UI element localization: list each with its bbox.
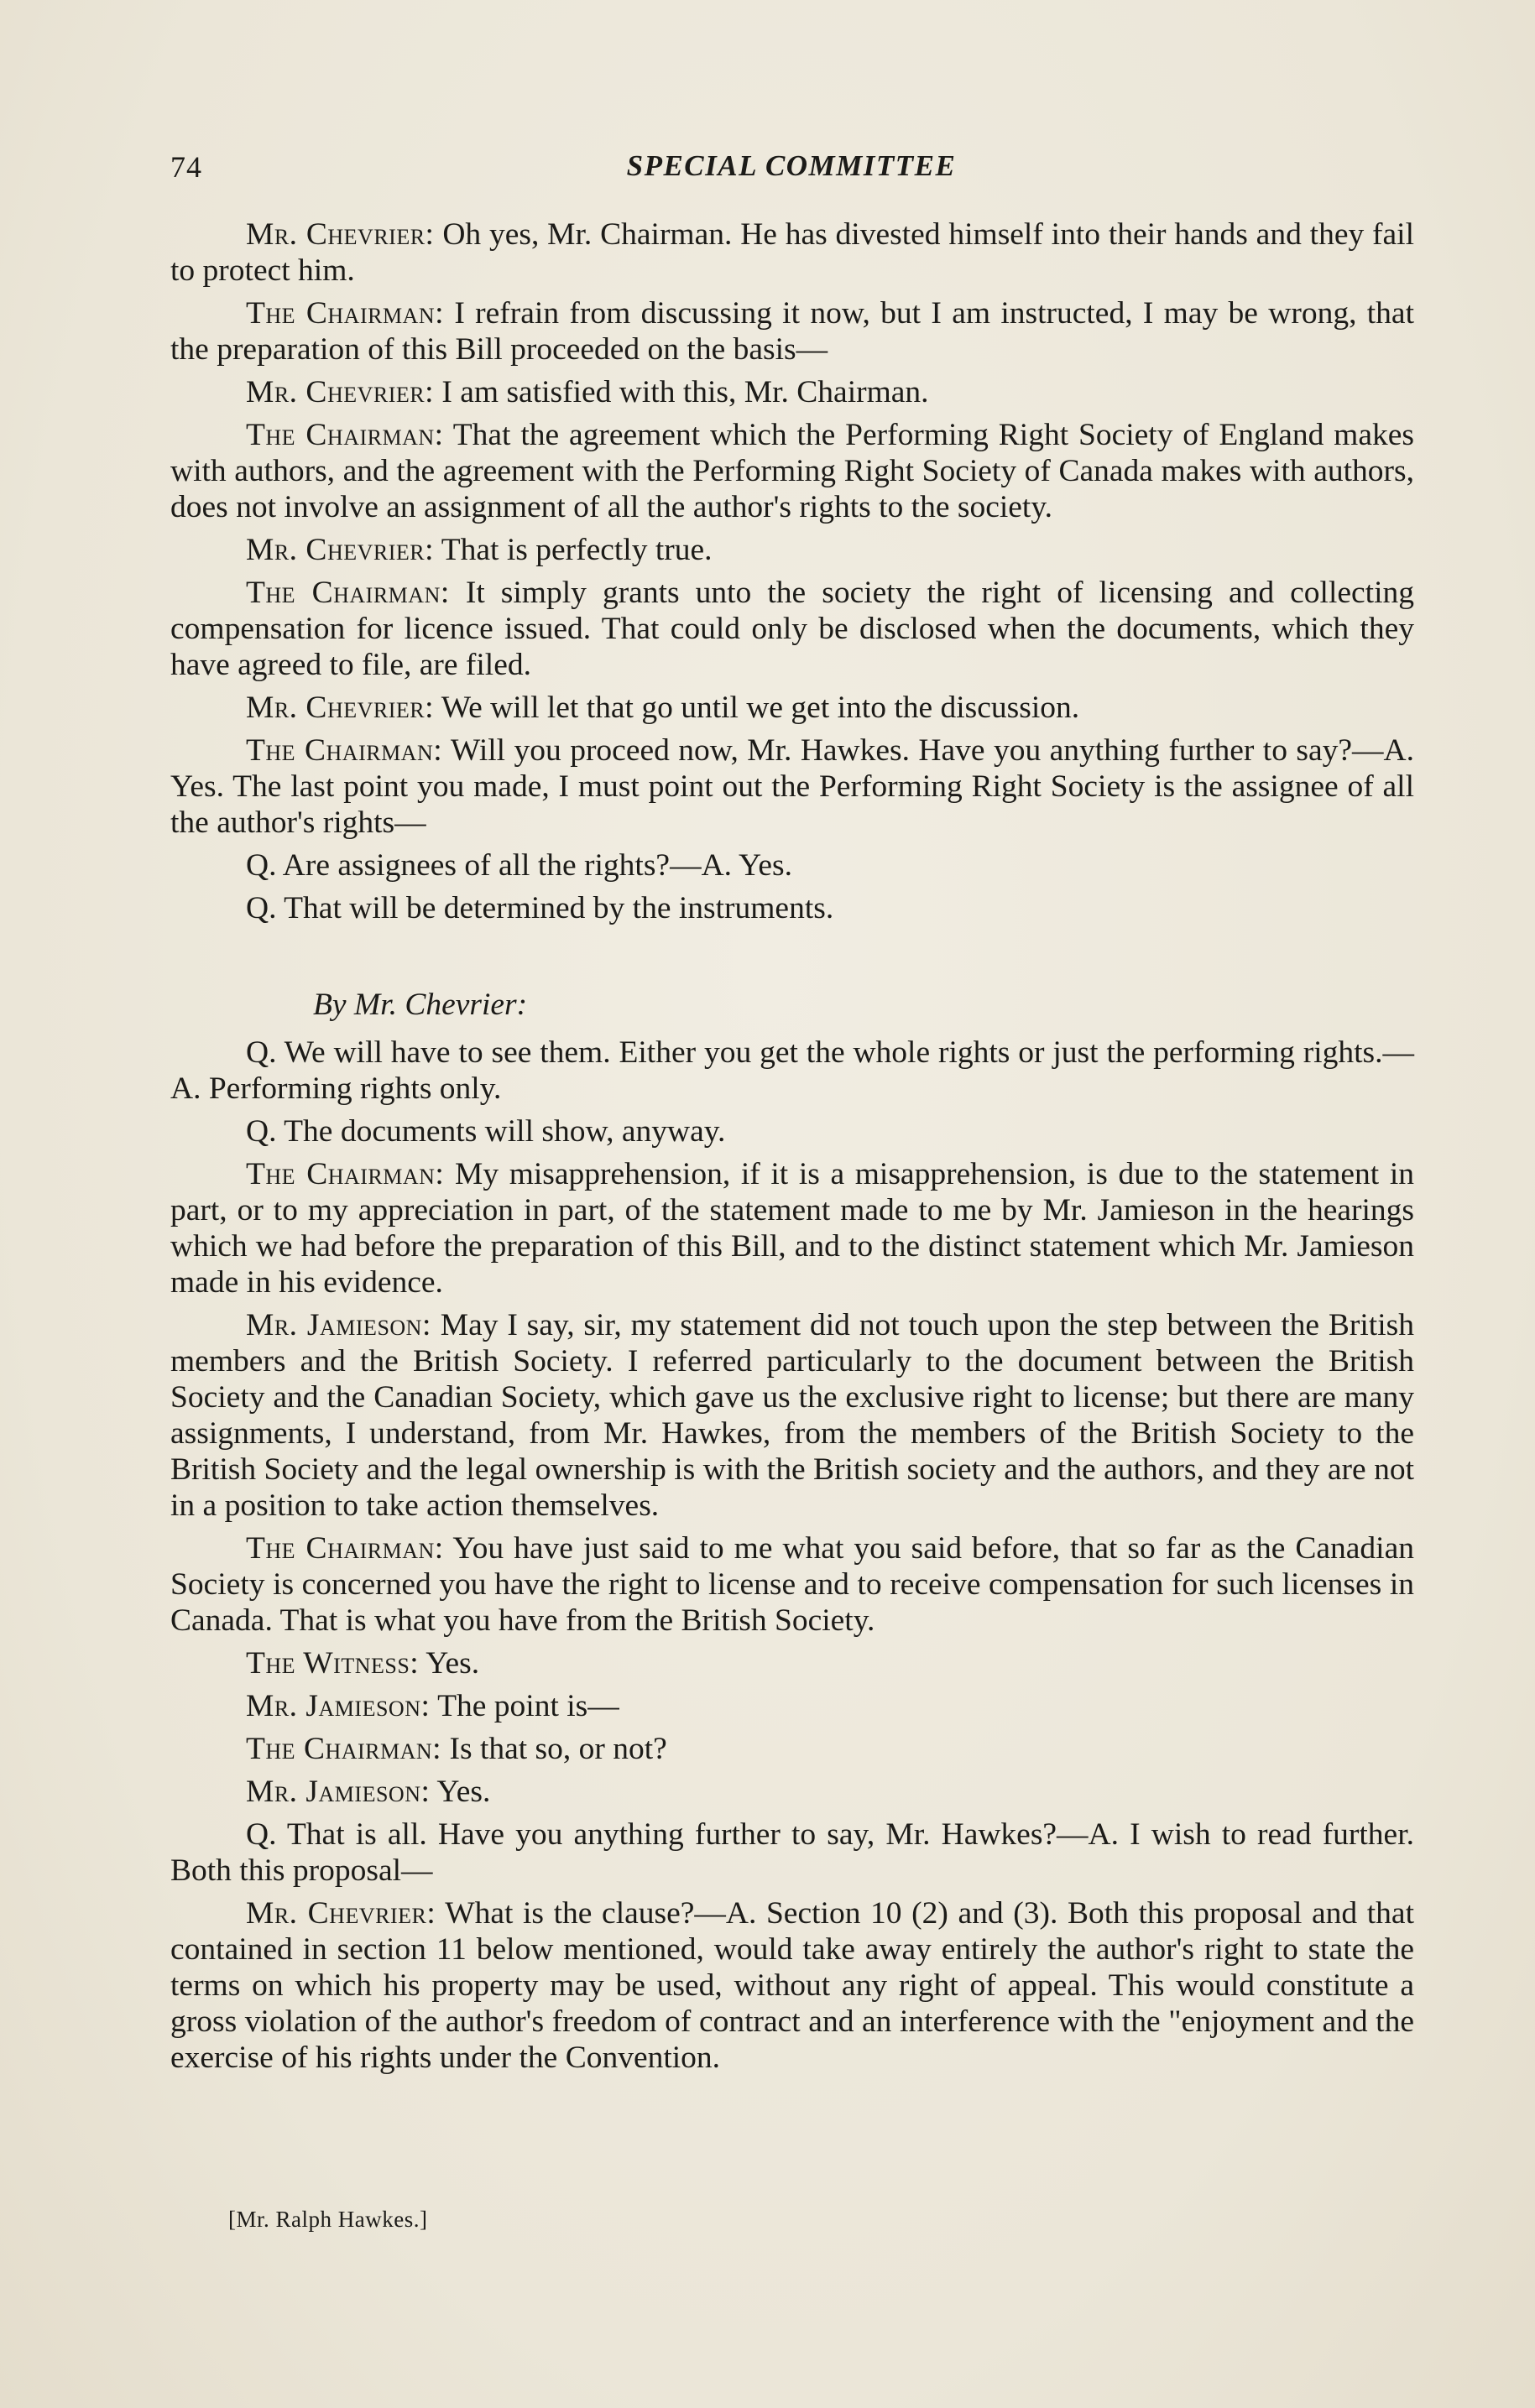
paragraph-text: Is that so, or not? (449, 1732, 667, 1766)
transcript-paragraph (170, 1895, 1414, 2076)
paragraph-text: It simply grants unto the society the right of licensing and collecting compensation for licence issued. That could only be disclosed when the documents, which they have agreed to file, are filed. (170, 576, 1415, 682)
transcript-paragraph (170, 890, 1414, 926)
page-header (170, 149, 1412, 190)
transcript-paragraph (170, 732, 1414, 841)
speaker-label: Mr. Jamieson: (246, 1308, 431, 1342)
transcript-paragraph (170, 575, 1414, 683)
paragraph-text: That the agreement which the Performing Right Society of England makes with authors, and the agreement with the Performing Right Society of Canada makes with authors, does not involve an assignment of all the author's rights to the society. (170, 418, 1414, 524)
speaker-label: Mr. Chevrier: (246, 375, 435, 409)
paragraph-text: May I say, sir, my statement did not touch upon the step between the British members and the British Society. I referred particularly to the document between the British Society and the Canadian Society, which gave us the exclusive right to license; but there are many assignments, I understand, from Mr. Hawkes, from the members of the British Society to the British Society and the legal ownership is with the British society and the authors, and they are not in a position to take action themselves. (170, 1308, 1414, 1523)
transcript-paragraph (170, 1035, 1414, 1107)
speaker-label: Mr. Jamieson: (246, 1689, 431, 1723)
paragraph-text: Yes. (426, 1646, 480, 1681)
paragraph-text: Q. That will be determined by the instruments. (246, 891, 834, 925)
paragraph-text: You have just said to me what you said before, that so far as the Canadian Society is concerned you have the right to license and to receive compensation for such licenses in Canada. That is what you have from the British Society. (170, 1531, 1414, 1638)
transcript-section-a (170, 216, 1414, 926)
paragraph-text: Q. We will have to see them. Either you get the whole rights or just the performing rights.—A. Performing rights only. (170, 1035, 1414, 1106)
speaker-label: The Chairman: (246, 1157, 445, 1191)
speaker-label: The Chairman: (246, 1531, 444, 1566)
transcript-paragraph (170, 295, 1414, 367)
transcript-paragraph (170, 1307, 1414, 1524)
speaker-label: Mr. Chevrier: (246, 217, 435, 252)
paragraph-text: What is the clause?—A. Section 10 (2) and (3). Both this proposal and that contained in section 11 below mentioned, would take away entirely the author's right to state the terms on which his property may be used, without any right of appeal. This would constitute a gross violation of the author's freedom of contract and an interference with the "enjoyment and the exercise of his rights under the Convention. (170, 1896, 1414, 2075)
transcript-paragraph (170, 1774, 1414, 1810)
transcript-paragraph (170, 690, 1414, 726)
transcript-paragraph (170, 216, 1414, 289)
speaker-label: The Chairman: (246, 1732, 442, 1766)
paragraph-text: Q. Are assignees of all the rights?—A. Yes. (246, 848, 792, 883)
transcript-paragraph (170, 847, 1414, 883)
transcript-paragraph (170, 532, 1414, 568)
transcript-paragraph (170, 1731, 1414, 1767)
running-head: SPECIAL COMMITTEE (626, 149, 957, 182)
speaker-label: Mr. Chevrier: (246, 691, 435, 725)
speaker-label: Mr. Chevrier: (246, 1896, 436, 1931)
transcript-paragraph (170, 1645, 1414, 1681)
speaker-label: The Chairman: (246, 733, 443, 768)
paragraph-text: I am satisfied with this, Mr. Chairman. (441, 375, 929, 409)
transcript-paragraph (170, 417, 1414, 525)
transcript-body (170, 216, 1414, 2082)
paragraph-text: Q. That is all. Have you anything further to say, Mr. Hawkes?—A. I wish to read further. Both this proposal— (170, 1817, 1414, 1888)
transcript-paragraph (170, 1156, 1414, 1300)
paragraph-text: We will let that go until we get into the discussion. (441, 691, 1080, 725)
speaker-label: The Witness: (246, 1646, 420, 1681)
paragraph-text: Yes. (436, 1775, 491, 1809)
speaker-label: The Chairman: (246, 576, 450, 610)
transcript-paragraph (170, 1816, 1414, 1889)
speaker-label: Mr. Chevrier: (246, 533, 435, 567)
paragraph-text: The point is— (437, 1689, 619, 1723)
paragraph-text: My misapprehension, if it is a misapprehension, is due to the statement in part, or to my appreciation in part, of the statement made to me by Mr. Jamieson in the hearings which we had before the preparation of this Bill, and to the distinct statement which Mr. Jamieson made in his evidence. (170, 1157, 1415, 1300)
witness-footer-note: [Mr. Ralph Hawkes.] (228, 2207, 428, 2232)
speaker-label: The Chairman: (246, 418, 444, 452)
paragraph-text: Oh yes, Mr. Chairman. He has divested himself into their hands and they fail to protect him. (170, 217, 1415, 288)
paragraph-text: Q. The documents will show, anyway. (246, 1114, 726, 1149)
transcript-paragraph (170, 374, 1414, 410)
examiner-subhead: By Mr. Chevrier: (313, 988, 528, 1022)
paragraph-text: Will you proceed now, Mr. Hawkes. Have you anything further to say?—A. Yes. The last point you made, I must point out the Performing Right Society is the assignee of all the author's rights— (170, 733, 1414, 840)
paragraph-text: That is perfectly true. (441, 533, 713, 567)
transcript-paragraph (170, 1530, 1414, 1639)
transcript-paragraph (170, 1688, 1414, 1724)
transcript-paragraph (170, 1113, 1414, 1149)
speaker-label: The Chairman: (246, 296, 445, 331)
speaker-label: Mr. Jamieson: (246, 1775, 431, 1809)
transcript-section-b (170, 1035, 1414, 2076)
paragraph-text: I refrain from discussing it now, but I am instructed, I may be wrong, that the preparation of this Bill proceeded on the basis— (170, 296, 1414, 367)
page-number: 74 (170, 150, 202, 184)
